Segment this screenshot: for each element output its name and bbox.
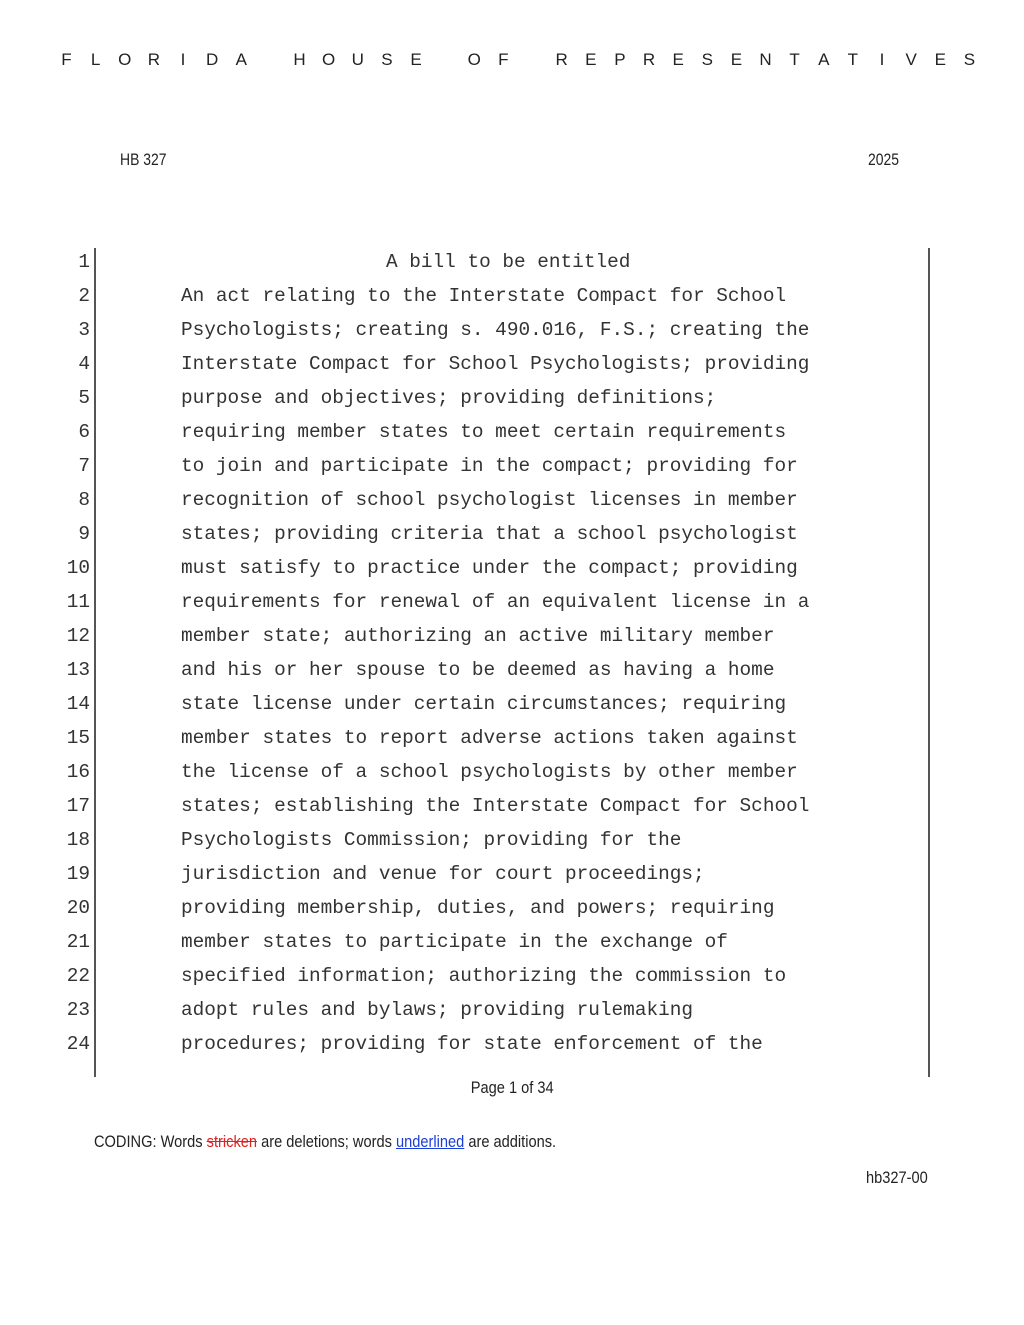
line-text: to join and participate in the compact; providing for xyxy=(181,455,798,477)
chamber-letter: E xyxy=(410,50,422,69)
chamber-letter: F xyxy=(61,50,72,69)
line-number: 5 xyxy=(78,387,90,409)
line-text: member state; authorizing an active military member xyxy=(181,625,775,647)
line-number: 14 xyxy=(66,693,90,715)
line-text: member states to report adverse actions taken against xyxy=(181,727,798,749)
bill-line xyxy=(0,1030,1024,1064)
line-number: 18 xyxy=(66,829,90,851)
line-text: procedures; providing for state enforcement of the xyxy=(181,1033,763,1055)
bill-line xyxy=(0,350,1024,384)
line-number: 24 xyxy=(66,1033,90,1055)
chamber-space xyxy=(524,50,541,70)
chamber-letter: E xyxy=(672,50,684,69)
line-number: 20 xyxy=(66,897,90,919)
line-number: 19 xyxy=(66,863,90,885)
line-text: A bill to be entitled xyxy=(386,251,631,273)
chamber-letter: E xyxy=(934,50,946,69)
coding-prefix: CODING: Words xyxy=(94,1132,207,1151)
line-text: and his or her spouse to be deemed as having a home xyxy=(181,659,775,681)
page-indicator xyxy=(0,1078,1024,1098)
line-number: 9 xyxy=(78,523,90,545)
chamber-letter: N xyxy=(759,50,772,69)
bill-line xyxy=(0,690,1024,724)
line-text: Interstate Compact for School Psychologists; providing xyxy=(181,353,810,375)
bill-line xyxy=(0,520,1024,554)
line-text: providing membership, duties, and powers; requiring xyxy=(181,897,775,919)
line-number: 13 xyxy=(66,659,90,681)
coding-legend xyxy=(94,1132,556,1152)
chamber-letter: S xyxy=(963,50,976,69)
bill-line xyxy=(0,418,1024,452)
line-number: 17 xyxy=(66,795,90,817)
bill-line xyxy=(0,724,1024,758)
chamber-letter: R xyxy=(555,50,568,69)
chamber-letter: I xyxy=(180,50,186,69)
chamber-letter: A xyxy=(818,50,830,69)
chamber-letter: P xyxy=(614,50,626,69)
chamber-letter: L xyxy=(90,50,101,69)
chamber-letter: V xyxy=(905,50,917,69)
bill-number: HB 327 xyxy=(120,150,167,169)
chamber-letter: O xyxy=(322,50,336,69)
line-text: Psychologists Commission; providing for the xyxy=(181,829,682,851)
line-number: 3 xyxy=(78,319,90,341)
chamber-letter: H xyxy=(293,50,306,69)
chamber-letter: S xyxy=(701,50,713,69)
line-number: 6 xyxy=(78,421,90,443)
line-text: An act relating to the Interstate Compact for School xyxy=(181,285,787,307)
document-id: hb327-00 xyxy=(866,1168,928,1187)
line-number: 21 xyxy=(66,931,90,953)
coding-suffix: are additions. xyxy=(464,1132,557,1151)
line-number: 4 xyxy=(78,353,90,375)
line-number: 1 xyxy=(78,251,90,273)
chamber-letter: E xyxy=(730,50,743,69)
bill-line xyxy=(0,622,1024,656)
chamber-letter: F xyxy=(498,50,509,69)
line-number: 12 xyxy=(66,625,90,647)
bill-line xyxy=(0,928,1024,962)
chamber-space xyxy=(437,50,454,70)
line-number: 23 xyxy=(66,999,90,1021)
chamber-letter: O xyxy=(118,50,132,69)
chamber-letter: E xyxy=(585,50,597,69)
bill-line xyxy=(0,588,1024,622)
chamber-letter: S xyxy=(381,50,393,69)
bill-line xyxy=(0,656,1024,690)
coding-middle: are deletions; words xyxy=(257,1132,396,1151)
chamber-letter: T xyxy=(789,50,800,69)
bill-line xyxy=(0,452,1024,486)
line-text: recognition of school psychologist licenses in member xyxy=(181,489,798,511)
bill-line xyxy=(0,758,1024,792)
line-number: 15 xyxy=(66,727,90,749)
chamber-letter: R xyxy=(147,50,161,69)
line-number: 8 xyxy=(78,489,90,511)
bill-line xyxy=(0,826,1024,860)
bill-line xyxy=(0,554,1024,588)
line-number: 16 xyxy=(66,761,90,783)
line-text: states; establishing the Interstate Compact for School xyxy=(181,795,810,817)
line-text: member states to participate in the exchange of xyxy=(181,931,728,953)
line-number: 22 xyxy=(66,965,90,987)
page-label: Page 1 of 34 xyxy=(470,1078,554,1097)
line-text: the license of a school psychologists by other member xyxy=(181,761,798,783)
coding-stricken-example: stricken xyxy=(206,1132,258,1151)
line-number: 11 xyxy=(66,591,90,613)
coding-underlined-example: underlined xyxy=(395,1132,465,1151)
line-text: states; providing criteria that a school psychologist xyxy=(181,523,798,545)
line-number: 10 xyxy=(66,557,90,579)
bill-line xyxy=(0,962,1024,996)
chamber-letter: U xyxy=(351,50,364,69)
chamber-letter: R xyxy=(642,50,656,69)
bill-line xyxy=(0,894,1024,928)
chamber-letter: O xyxy=(467,50,481,69)
chamber-heading xyxy=(58,50,978,70)
bill-line xyxy=(0,316,1024,350)
bill-line xyxy=(0,996,1024,1030)
line-text: jurisdiction and venue for court proceedings; xyxy=(181,863,705,885)
line-text: requirements for renewal of an equivalent license in a xyxy=(181,591,810,613)
line-text: purpose and objectives; providing definitions; xyxy=(181,387,717,409)
bill-line xyxy=(0,486,1024,520)
bill-line xyxy=(0,282,1024,316)
line-text: state license under certain circumstances; requiring xyxy=(181,693,787,715)
line-number: 7 xyxy=(78,455,90,477)
chamber-letter: A xyxy=(235,50,247,69)
chamber-letter: I xyxy=(879,50,885,69)
line-text: must satisfy to practice under the compact; providing xyxy=(181,557,798,579)
bill-year: 2025 xyxy=(868,150,900,169)
bill-line xyxy=(0,792,1024,826)
line-text: Psychologists; creating s. 490.016, F.S.; creating the xyxy=(181,319,810,341)
chamber-letter: D xyxy=(205,50,219,69)
line-text: specified information; authorizing the commission to xyxy=(181,965,787,987)
chamber-letter: T xyxy=(847,50,859,69)
line-text: requiring member states to meet certain requirements xyxy=(181,421,787,443)
bill-line xyxy=(0,248,1024,282)
line-number: 2 xyxy=(78,285,90,307)
chamber-space xyxy=(262,50,279,70)
bill-line xyxy=(0,860,1024,894)
line-text: adopt rules and bylaws; providing rulemaking xyxy=(181,999,693,1021)
bill-line xyxy=(0,384,1024,418)
